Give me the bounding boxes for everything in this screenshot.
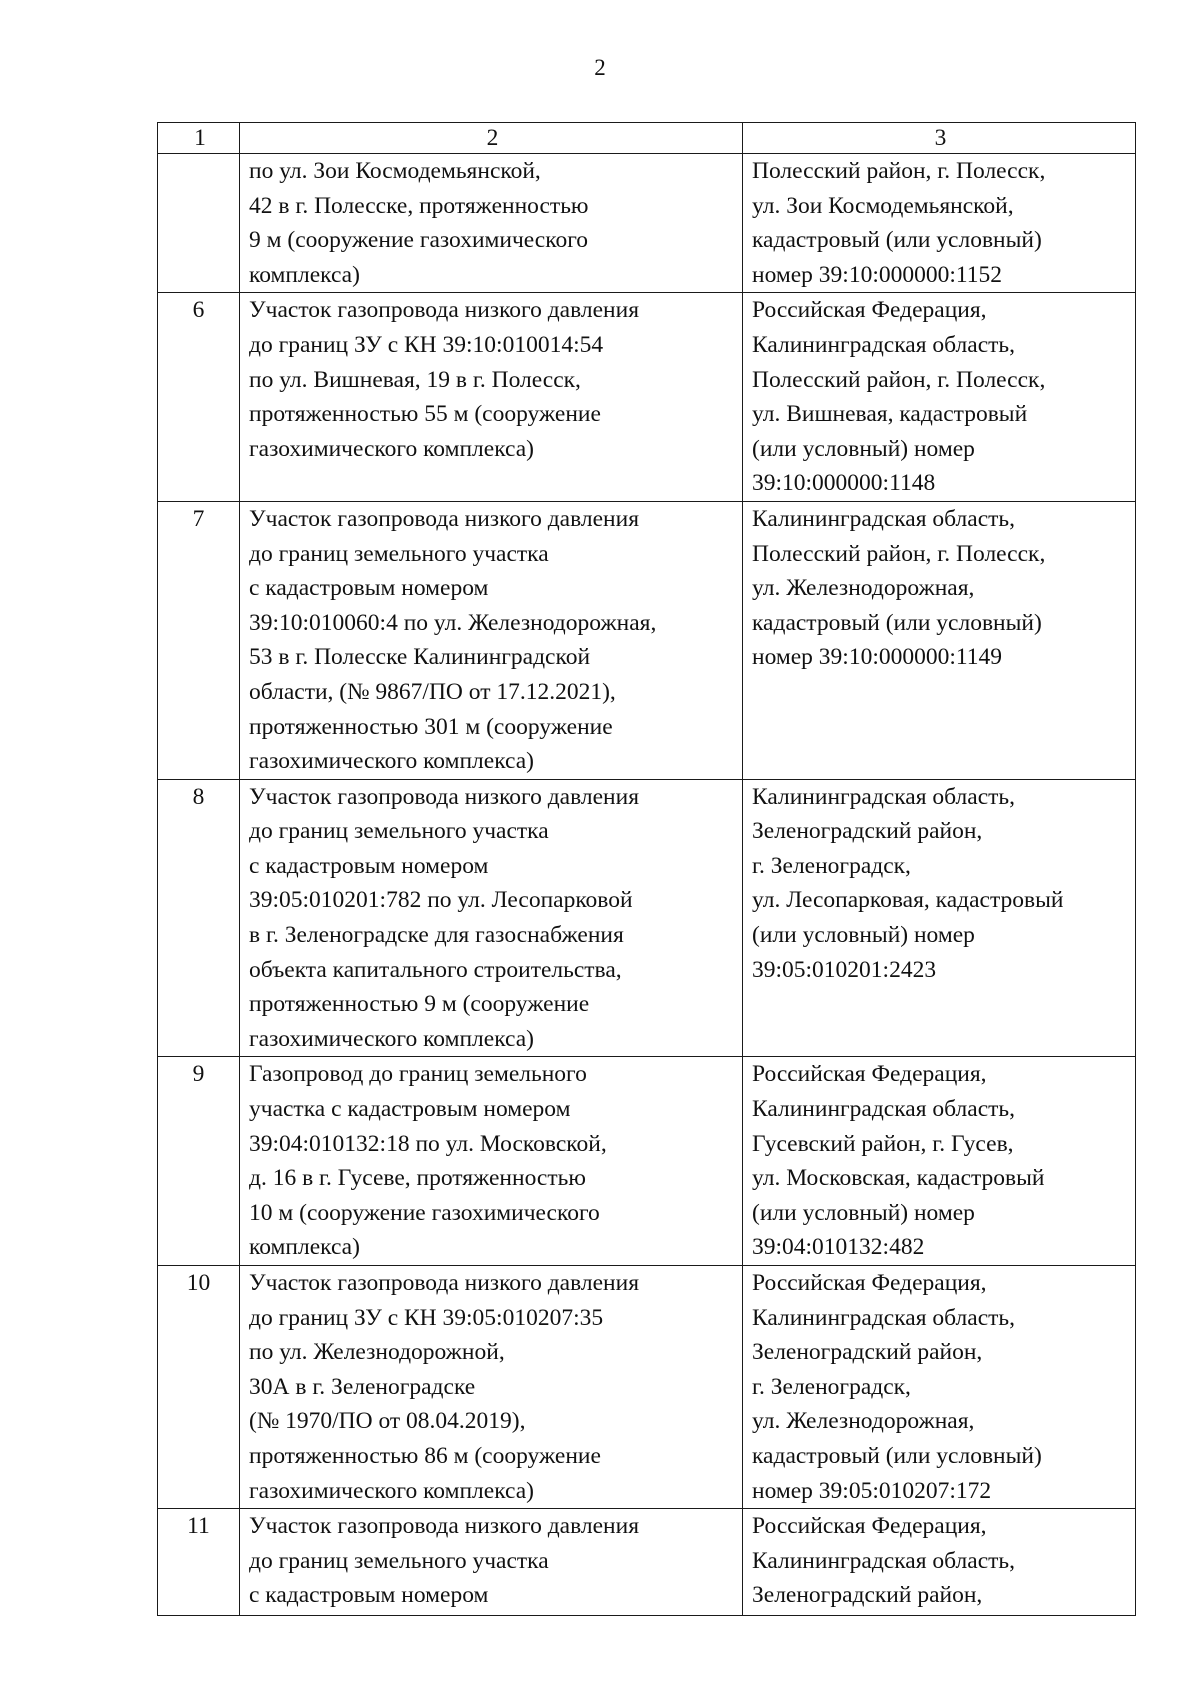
row-number bbox=[158, 154, 240, 293]
header-col-1: 1 bbox=[158, 123, 240, 154]
object-name: Участок газопровода низкого давления до границ земельного участка с кадастровым номером 39:05:010201:782 по ул. Лесопарковой в г. Зеленоградске для газоснабжения объекта капитального строительства, протяженностью 9 м (сооружение газохимического комплекса) bbox=[240, 779, 743, 1057]
table-row bbox=[158, 1266, 1136, 1509]
table-row bbox=[158, 293, 1136, 502]
object-name: Участок газопровода низкого давления до границ ЗУ с КН 39:05:010207:35 по ул. Железнодорожной, 30А в г. Зеленоградске (№ 1970/ПО от 08.04.2019), протяженностью 86 м (сооружение газохимического комплекса) bbox=[240, 1266, 743, 1509]
object-address: Российская Федерация, Калининградская область, Полесский район, г. Полесск, ул. Вишневая, кадастровый (или условный) номер 39:10:000000:1148 bbox=[743, 293, 1136, 502]
object-name: по ул. Зои Космодемьянской, 42 в г. Полесске, протяженностью 9 м (сооружение газохимического комплекса) bbox=[240, 154, 743, 293]
object-address: Российская Федерация, Калининградская область, Зеленоградский район, г. Зеленоградск, ул. Железнодорожная, кадастровый (или условный) номер 39:05:010207:172 bbox=[743, 1266, 1136, 1509]
row-number: 6 bbox=[158, 293, 240, 502]
object-name: Участок газопровода низкого давления до границ ЗУ с КН 39:10:010014:54 по ул. Вишневая, 19 в г. Полесск, протяженностью 55 м (сооружение газохимического комплекса) bbox=[240, 293, 743, 502]
table-row bbox=[158, 1057, 1136, 1266]
table-row bbox=[158, 779, 1136, 1057]
object-address: Российская Федерация, Калининградская область, Зеленоградский район, bbox=[743, 1509, 1136, 1616]
object-name: Газопровод до границ земельного участка с кадастровым номером 39:04:010132:18 по ул. Московской, д. 16 в г. Гусеве, протяженностью 10 м (сооружение газохимического комплекса) bbox=[240, 1057, 743, 1266]
object-address: Калининградская область, Полесский район, г. Полесск, ул. Железнодорожная, кадастровый (или условный) номер 39:10:000000:1149 bbox=[743, 501, 1136, 779]
header-col-2: 2 bbox=[240, 123, 743, 154]
object-name: Участок газопровода низкого давления до границ земельного участка с кадастровым номером bbox=[240, 1509, 743, 1616]
objects-table bbox=[157, 122, 1136, 1616]
row-number: 8 bbox=[158, 779, 240, 1057]
table-header-row bbox=[158, 123, 1136, 154]
row-number: 9 bbox=[158, 1057, 240, 1266]
object-address: Российская Федерация, Калининградская область, Гусевский район, г. Гусев, ул. Московская, кадастровый (или условный) номер 39:04:010132:482 bbox=[743, 1057, 1136, 1266]
object-address: Полесский район, г. Полесск, ул. Зои Космодемьянской, кадастровый (или условный) номер 39:10:000000:1152 bbox=[743, 154, 1136, 293]
object-address: Калининградская область, Зеленоградский район, г. Зеленоградск, ул. Лесопарковая, кадастровый (или условный) номер 39:05:010201:2423 bbox=[743, 779, 1136, 1057]
row-number: 10 bbox=[158, 1266, 240, 1509]
row-number: 11 bbox=[158, 1509, 240, 1616]
object-name: Участок газопровода низкого давления до границ земельного участка с кадастровым номером 39:10:010060:4 по ул. Железнодорожная, 53 в г. Полесске Калининградской области, (№ 9867/ПО от 17.12.2021), протяженностью 301 м (сооружение газохимического комплекса) bbox=[240, 501, 743, 779]
table-row bbox=[158, 501, 1136, 779]
row-number: 7 bbox=[158, 501, 240, 779]
table-row bbox=[158, 1509, 1136, 1616]
header-col-3: 3 bbox=[743, 123, 1136, 154]
page-number: 2 bbox=[594, 55, 606, 80]
table-row bbox=[158, 154, 1136, 293]
